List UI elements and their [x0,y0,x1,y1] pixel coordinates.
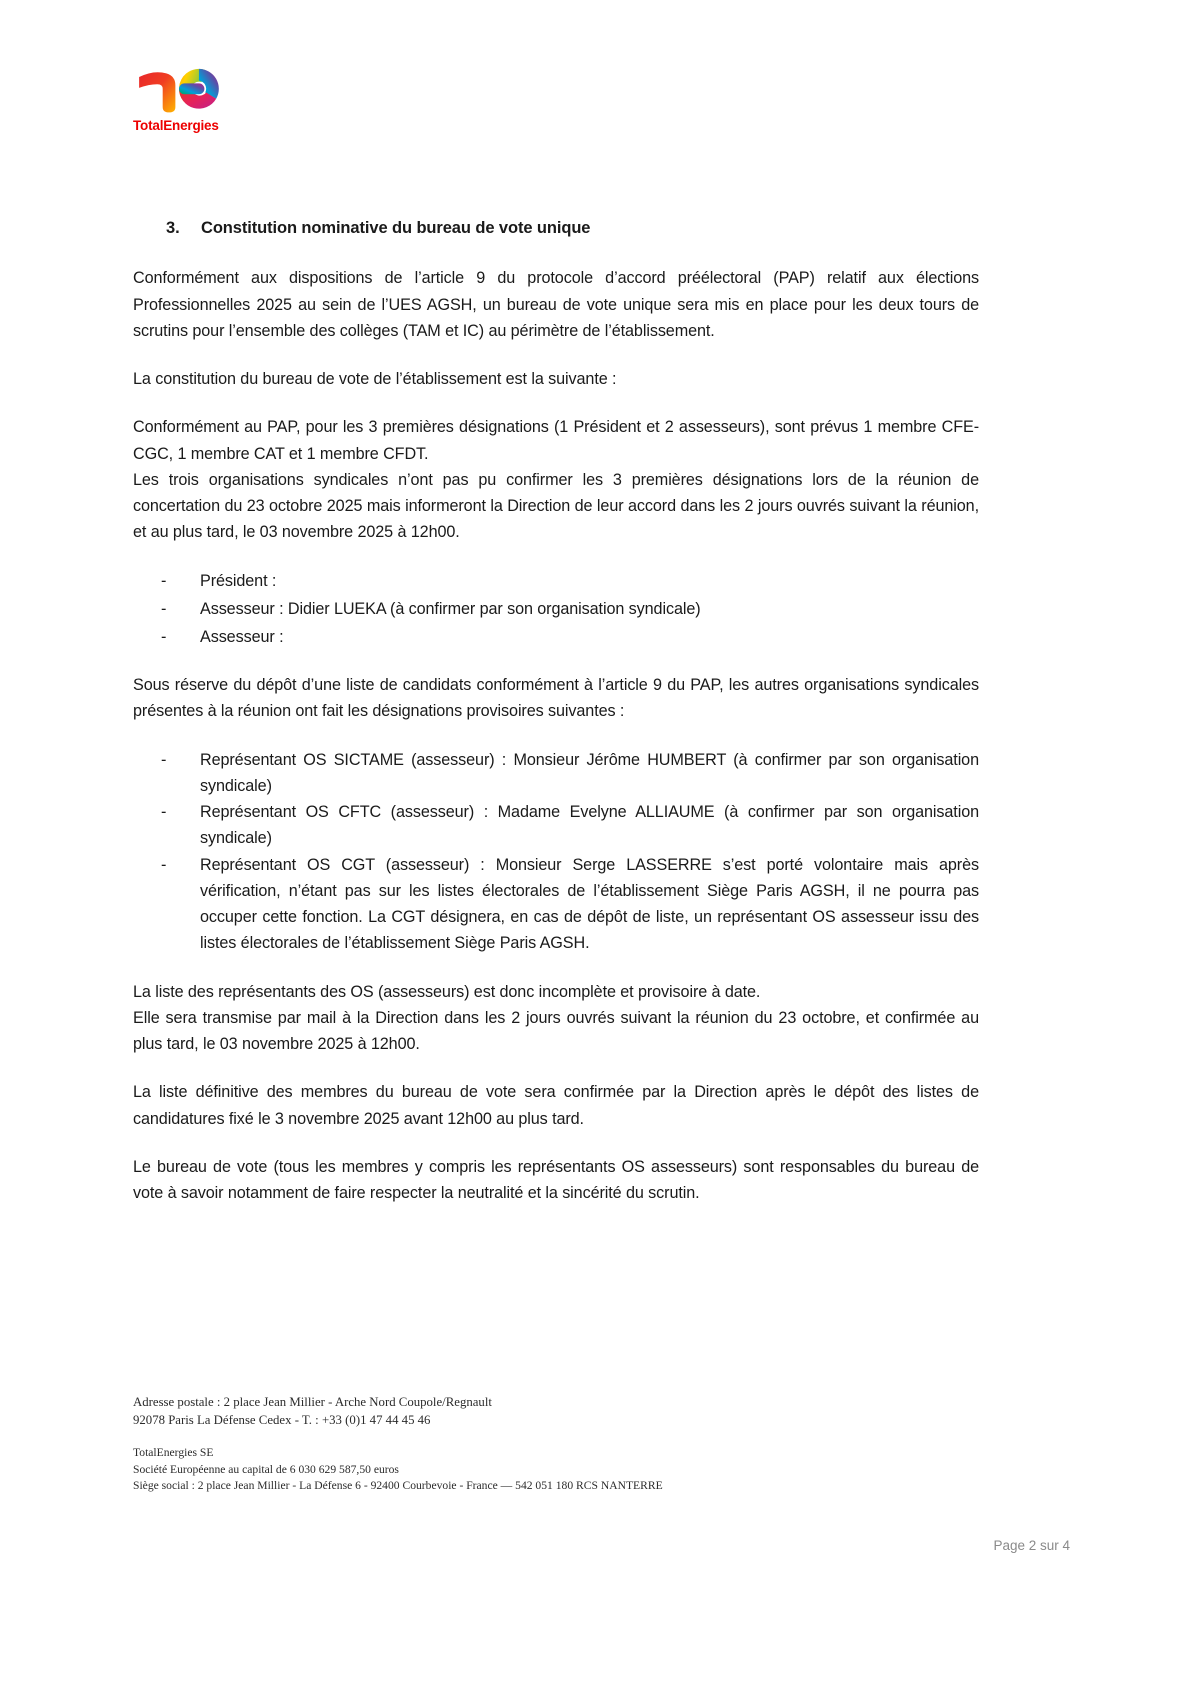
dash-bullet: - [161,571,167,590]
list-item-label: Président : [200,571,277,590]
list-item [133,568,979,594]
dash-bullet: - [161,599,167,618]
paragraph-responsabilite: Le bureau de vote (tous les membres y compris les représentants OS assesseurs) sont responsables du bureau de vote à savoir notamment de faire respecter la neutralité et la sincérité du scrutin. [133,1157,979,1202]
paragraph-liste-incomplete: La liste des représentants des OS (assesseurs) est donc incomplète et provisoire à date. [133,982,761,1001]
footer-legal-line-2: Société Européenne au capital de 6 030 629 587,50 euros [133,1462,399,1476]
document-body [133,218,979,1228]
paragraph-intro: Conformément aux dispositions de l’article 9 du protocole d’accord préélectoral (PAP) relatif aux élections Professionnelles 2025 au sein de l’UES AGSH, un bureau de vote unique sera mis en place pour les deux tours de scrutins pour l’ensemble des collèges (TAM et IC) au périmètre de l’établissement. [133,269,979,340]
dash-bullet: - [161,628,167,647]
footer-address-line-1: Adresse postale : 2 place Jean Millier - Arche Nord Coupole/Regnault [133,1395,492,1409]
list-item [133,624,979,650]
logo-wordmark: TotalEnergies [133,118,219,133]
totalenergies-logo-icon [133,58,225,116]
list-item [133,747,979,799]
dash-bullet: - [161,803,167,822]
footer-address [133,1393,993,1429]
list-item-label: Assesseur : [200,628,284,647]
footer-legal [133,1445,993,1494]
paragraph-liste-definitive: La liste définitive des membres du bureau de vote sera confirmée par la Direction après le dépôt des listes de candidatures fixé le 3 novembre 2025 avant 12h00 au plus tard. [133,1083,979,1128]
os-representatives-list [133,747,979,957]
list-item-label: Assesseur : Didier LUEKA (à confirmer par son organisation syndicale) [200,599,701,618]
footer-legal-line-1: TotalEnergies SE [133,1446,214,1460]
paragraph-constitution: La constitution du bureau de vote de l’établissement est la suivante : [133,370,617,389]
list-item-label: Représentant OS CGT (assesseur) : Monsieur Serge LASSERRE s’est porté volontaire mais après vérification, n’étant pas sur les listes électorales de l’établissement Siège Paris AGSH, il ne pourra pas occuper cette fonction. La CGT désignera, en cas de dépôt de liste, un représentant OS assesseur issu des listes électorales de l’établissement Siège Paris AGSH. [200,855,979,953]
bureau-members-list [133,568,979,651]
list-item-label: Représentant OS SICTAME (assesseur) : Monsieur Jérôme HUMBERT (à confirmer par son organisation syndicale) [200,750,979,795]
page-title [133,218,979,239]
document-footer [133,1393,993,1495]
totalenergies-logo [133,58,243,133]
list-item [133,852,979,957]
footer-address-line-2: 92078 Paris La Défense Cedex - T. : +33 (0)1 47 44 45 46 [133,1413,431,1428]
list-item [133,596,979,622]
dash-bullet: - [161,855,167,874]
footer-legal-line-3: Siège social : 2 place Jean Millier - La Défense 6 - 92400 Courbevoie - France — 542 051 180 RCS NANTERRE [133,1479,663,1493]
paragraph-pap-not-confirmed: Les trois organisations syndicales n’ont pas pu confirmer les 3 premières désignations lors de la réunion de concertation du 23 octobre 2025 mais informeront la Direction de leur accord dans les 2 jours ouvrés suivant la réunion, et au plus tard, le 03 novembre 2025 à 12h00. [133,470,979,542]
list-item-label: Représentant OS CFTC (assesseur) : Madame Evelyne ALLIAUME (à confirmer par son organisation syndicale) [200,803,979,848]
section-number: 3. [166,219,180,237]
list-item [133,799,979,851]
page-number: Page 2 sur 4 [993,1538,1070,1553]
paragraph-sous-reserve: Sous réserve du dépôt d’une liste de candidats conformément à l’article 9 du PAP, les autres organisations syndicales présentes à la réunion ont fait les désignations provisoires suivantes : [133,676,979,721]
dash-bullet: - [161,750,167,769]
paragraph-liste-transmise: Elle sera transmise par mail à la Direction dans les 2 jours ouvrés suivant la réunion du 23 octobre, et confirmée au plus tard, le 03 novembre 2025 à 12h00. [133,1008,979,1054]
section-title: Constitution nominative du bureau de vote unique [201,219,591,237]
paragraph-pap-designations: Conformément au PAP, pour les 3 premières désignations (1 Président et 2 assesseurs), sont prévus 1 membre CFE-CGC, 1 membre CAT et 1 membre CFDT. [133,418,979,463]
